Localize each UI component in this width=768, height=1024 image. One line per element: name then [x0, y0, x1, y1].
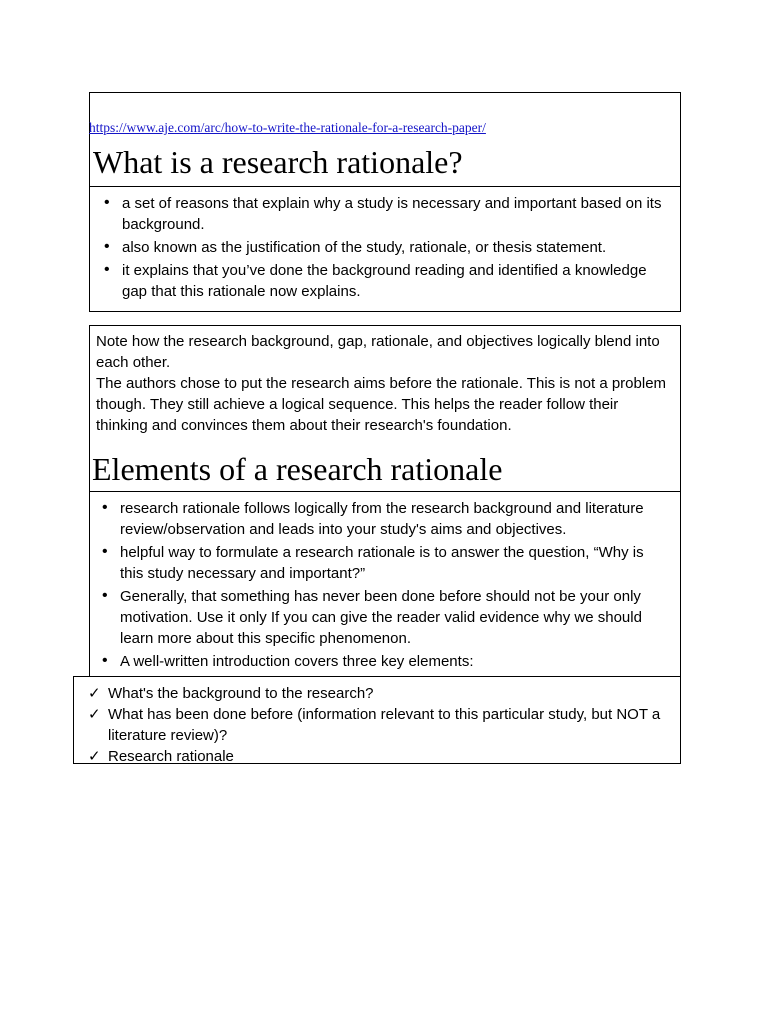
list-item: ✓ Research rationale — [78, 746, 670, 767]
checklist-block — [73, 676, 681, 764]
list-item: • also known as the justification of the study, rationale, or thesis statement. — [96, 237, 670, 258]
elements-block — [89, 491, 681, 681]
list-item: ✓ What has been done before (information relevant to this particular study, but NOT a literature review)? — [78, 704, 670, 746]
list-item: • research rationale follows logically from the research background and literature review/observation and leads into your study's aims and objectives. — [94, 498, 670, 540]
list-item: ✓ What's the background to the research? — [78, 683, 670, 704]
source-url-link[interactable]: https://www.aje.com/arc/how-to-write-the-rationale-for-a-research-paper/ — [89, 120, 486, 135]
list-item: • helpful way to formulate a research rationale is to answer the question, “Why is this study necessary and important?” — [94, 542, 670, 584]
list-item: • Generally, that something has never been done before should not be your only motivation. Use it only If you can give the reader valid evidence why we should learn more about this specific phenomenon. — [94, 586, 670, 649]
checklist — [78, 683, 670, 767]
note-paragraph: Note how the research background, gap, rationale, and objectives logically blend into each other. — [96, 333, 660, 371]
source-link-line — [89, 119, 649, 137]
definition-bullet-list — [96, 193, 670, 302]
note-paragraph: The authors chose to put the research aims before the rationale. This is not a problem though. They still achieve a logical sequence. This helps the reader follow their thinking and convinces them about their research's foundation. — [96, 375, 667, 434]
page-title-what-is-research-rationale: What is a research rationale? — [93, 144, 463, 180]
section-title-elements-of-research-rationale: Elements of a research rationale — [92, 451, 503, 487]
list-item: • it explains that you’ve done the background reading and identified a knowledge gap that this rationale now explains. — [96, 260, 670, 302]
list-item: • A well-written introduction covers three key elements: — [94, 651, 670, 672]
definition-block — [89, 186, 681, 312]
elements-bullet-list — [94, 498, 670, 672]
list-item: • a set of reasons that explain why a study is necessary and important based on its background. — [96, 193, 670, 235]
